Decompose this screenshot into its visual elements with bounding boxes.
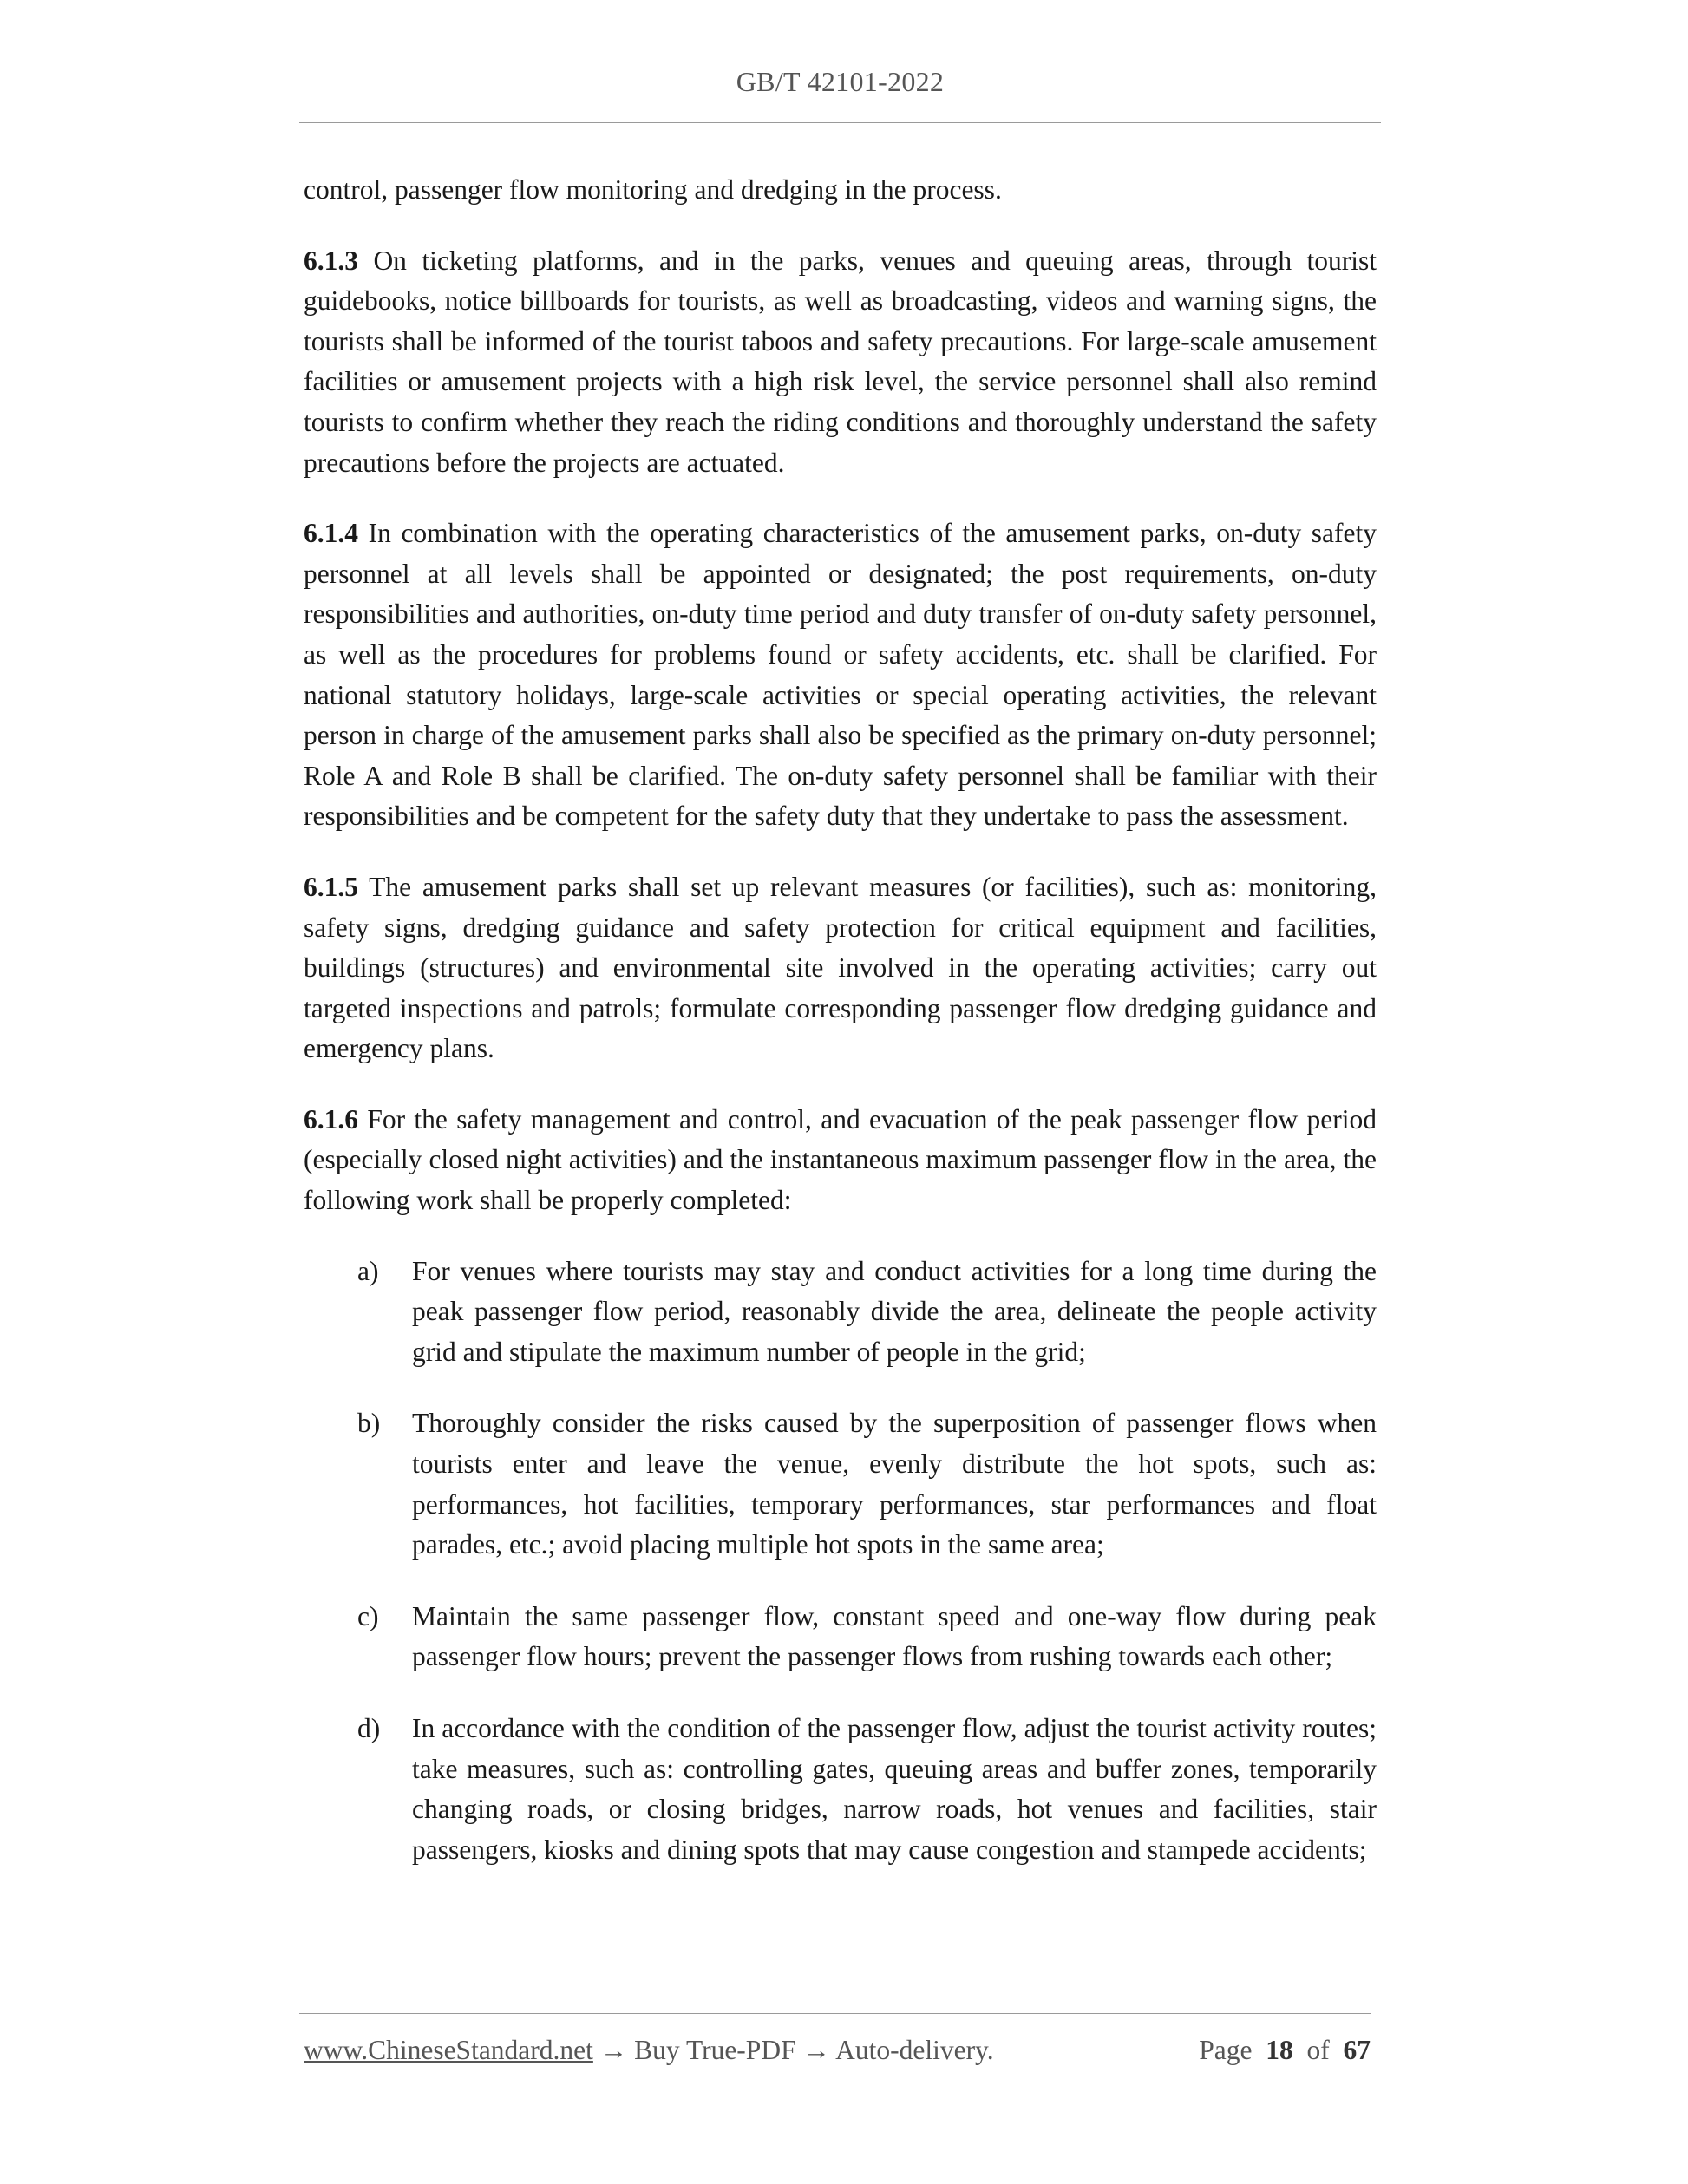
list-item-a — [304, 1252, 1377, 1373]
page-number — [1199, 2035, 1371, 2066]
list-item-b — [304, 1403, 1377, 1565]
clause-6-1-3 — [304, 241, 1377, 484]
document-body — [304, 170, 1377, 1901]
clause-6-1-4 — [304, 513, 1377, 837]
clause-text: For the safety management and control, and evacuation of the peak passenger flow period (especially closed night activities) and the instantaneous maximum passenger flow in the area, the following work shall be properly completed: — [304, 1103, 1377, 1216]
document-footer — [304, 2035, 1371, 2066]
arrow-icon: → — [802, 2035, 830, 2065]
list-marker: c) — [357, 1600, 379, 1631]
site-link[interactable]: www.ChineseStandard.net — [304, 2035, 593, 2065]
work-list — [304, 1252, 1377, 1871]
footer-promo — [304, 2035, 994, 2066]
clause-text: On ticketing platforms, and in the parks, venues and queuing areas, through tourist guidebooks, notice billboards for tourists, as well as broadcasting, videos and warning signs, the tourists shall be informed of the tourist taboos and safety precautions. For large-scale amusement facilities or amusement projects with a high risk level, the service personnel shall also remind tourists to confirm whether they reach the riding conditions and thoroughly understand the safety precautions before the projects are actuated. — [304, 245, 1377, 478]
list-item-text: Thoroughly consider the risks caused by the superposition of passenger flows when tourists enter and leave the venue, evenly distribute the hot spots, such as: performances, hot facilities, temporary performances, star performances and float parades, etc.; avoid placing multiple hot spots in the same area; — [412, 1408, 1377, 1560]
clause-number: 6.1.3 — [304, 245, 358, 276]
footer-divider — [299, 2013, 1371, 2014]
page-total: 67 — [1343, 2035, 1371, 2065]
promo-delivery: Auto-delivery. — [835, 2035, 994, 2065]
list-item-text: In accordance with the condition of the passenger flow, adjust the tourist activity routes; take measures, such as: controlling gates, queuing areas and buffer zones, temporarily changing roads, or closing bridges, narrow roads, hot venues and facilities, stair passengers, kiosks and dining spots that may cause congestion and stampede accidents; — [412, 1713, 1377, 1865]
list-item-c — [304, 1597, 1377, 1677]
standard-id: GB/T 42101-2022 — [736, 66, 945, 97]
clause-number: 6.1.5 — [304, 871, 358, 902]
list-marker: d) — [357, 1713, 381, 1743]
clause-6-1-6 — [304, 1100, 1377, 1221]
page-current: 18 — [1266, 2035, 1293, 2065]
list-item-text: For venues where tourists may stay and conduct activities for a long time during the peak passenger flow period, reasonably divide the area, delineate the people activity grid and stipulate the maximum number of people in the grid; — [412, 1255, 1377, 1367]
list-marker: b) — [357, 1408, 381, 1439]
page-of: of — [1306, 2035, 1330, 2065]
list-marker: a) — [357, 1255, 379, 1286]
promo-buy: Buy True-PDF — [634, 2035, 796, 2065]
arrow-icon: → — [599, 2035, 628, 2065]
header-divider — [299, 122, 1381, 123]
clause-6-1-5 — [304, 867, 1377, 1069]
clause-text: The amusement parks shall set up relevant measures (or facilities), such as: monitoring, safety signs, dredging guidance and safety protection for critical equipment and facilities, buildings (structures) and environmental site involved in the operating activities; carry out targeted inspections and patrols; formulate corresponding passenger flow dredging guidance and emergency plans. — [304, 871, 1377, 1064]
document-header — [299, 66, 1381, 98]
clause-number: 6.1.4 — [304, 518, 358, 549]
list-item-text: Maintain the same passenger flow, constant speed and one-way flow during peak passenger flow hours; prevent the passenger flows from rushing towards each other; — [412, 1600, 1377, 1672]
clause-number: 6.1.6 — [304, 1103, 358, 1135]
page-label: Page — [1199, 2035, 1253, 2065]
list-item-d — [304, 1709, 1377, 1870]
clause-text: In combination with the operating characteristics of the amusement parks, on-duty safety personnel at all levels shall be appointed or designated; the post requirements, on-duty responsibilities and authorities, on-duty time period and duty transfer of on-duty safety personnel, as well as the procedures for problems found or safety accidents, etc. shall be clarified. For national statutory holidays, large-scale activities or special operating activities, the relevant person in charge of the amusement parks shall also be specified as the primary on-duty personnel; Role A and Role B shall be clarified. The on-duty safety personnel shall be familiar with their responsibilities and be competent for the safety duty that they undertake to pass the assessment. — [304, 518, 1377, 832]
continuation-paragraph: control, passenger flow monitoring and dredging in the process. — [304, 174, 1002, 205]
